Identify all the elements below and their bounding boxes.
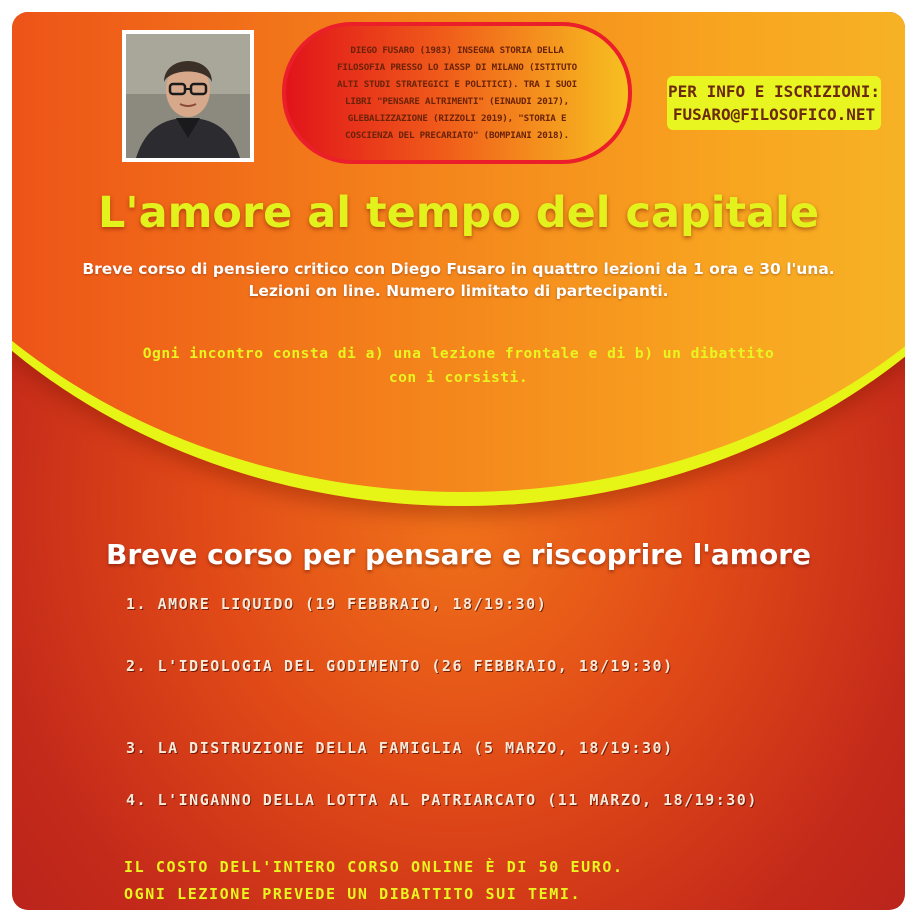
lesson-item: 4. L'INGANNO DELLA LOTTA AL PATRIARCATO (11 MARZO, 18/19:30) xyxy=(126,791,758,809)
course-subtitle: Breve corso per pensare e riscoprire l'amore xyxy=(105,538,811,571)
info-box xyxy=(667,76,881,130)
lesson-item: 2. L'IDEOLOGIA DEL GODIMENTO (26 FEBBRAIO, 18/19:30) xyxy=(126,657,674,675)
course-format: Ogni incontro consta di a) una lezione frontale e di b) un dibattito con i corsisti. xyxy=(142,345,775,386)
lesson-item: 1. AMORE LIQUIDO (19 FEBBRAIO, 18/19:30) xyxy=(126,595,548,613)
cost-line: IL COSTO DELL'INTERO CORSO ONLINE È DI 50 EURO. xyxy=(124,858,624,876)
speaker-bio-text: DIEGO FUSARO (1983) INSEGNA STORIA DELLA FILOSOFIA PRESSO LO IASSP DI MILANO (ISTITUTO ALTI STUDI STRATEGICI E POLITICI). TRA I SUOI LIBRI "PENSARE ALTRIMENTI" (EINAUDI 2017), GLEBALIZZAZIONE (RIZZOLI 2019), "STORIA E COSCIENZA DEL PRECARIATO" (BOMPIANI 2018). xyxy=(337,45,577,141)
speaker-portrait-image xyxy=(126,34,250,158)
info-email-link[interactable]: FUSARO@FILOSOFICO.NET xyxy=(672,105,876,124)
course-intro: Breve corso di pensiero critico con Diego Fusaro in quattro lezioni da 1 ora e 30 l'una. Lezioni on line. Numero limitato di partecipanti. xyxy=(82,260,835,300)
course-title: L'amore al tempo del capitale xyxy=(98,188,819,238)
cost-note xyxy=(124,854,844,908)
course-poster xyxy=(12,12,905,910)
speaker-bio-bubble xyxy=(282,22,632,164)
lesson-item: 3. LA DISTRUZIONE DELLA FAMIGLIA (5 MARZO, 18/19:30) xyxy=(126,739,674,757)
debate-line: OGNI LEZIONE PREVEDE UN DIBATTITO SUI TEMI. xyxy=(124,885,582,903)
info-label: PER INFO E ISCRIZIONI: xyxy=(668,82,880,101)
speaker-photo xyxy=(122,30,254,162)
